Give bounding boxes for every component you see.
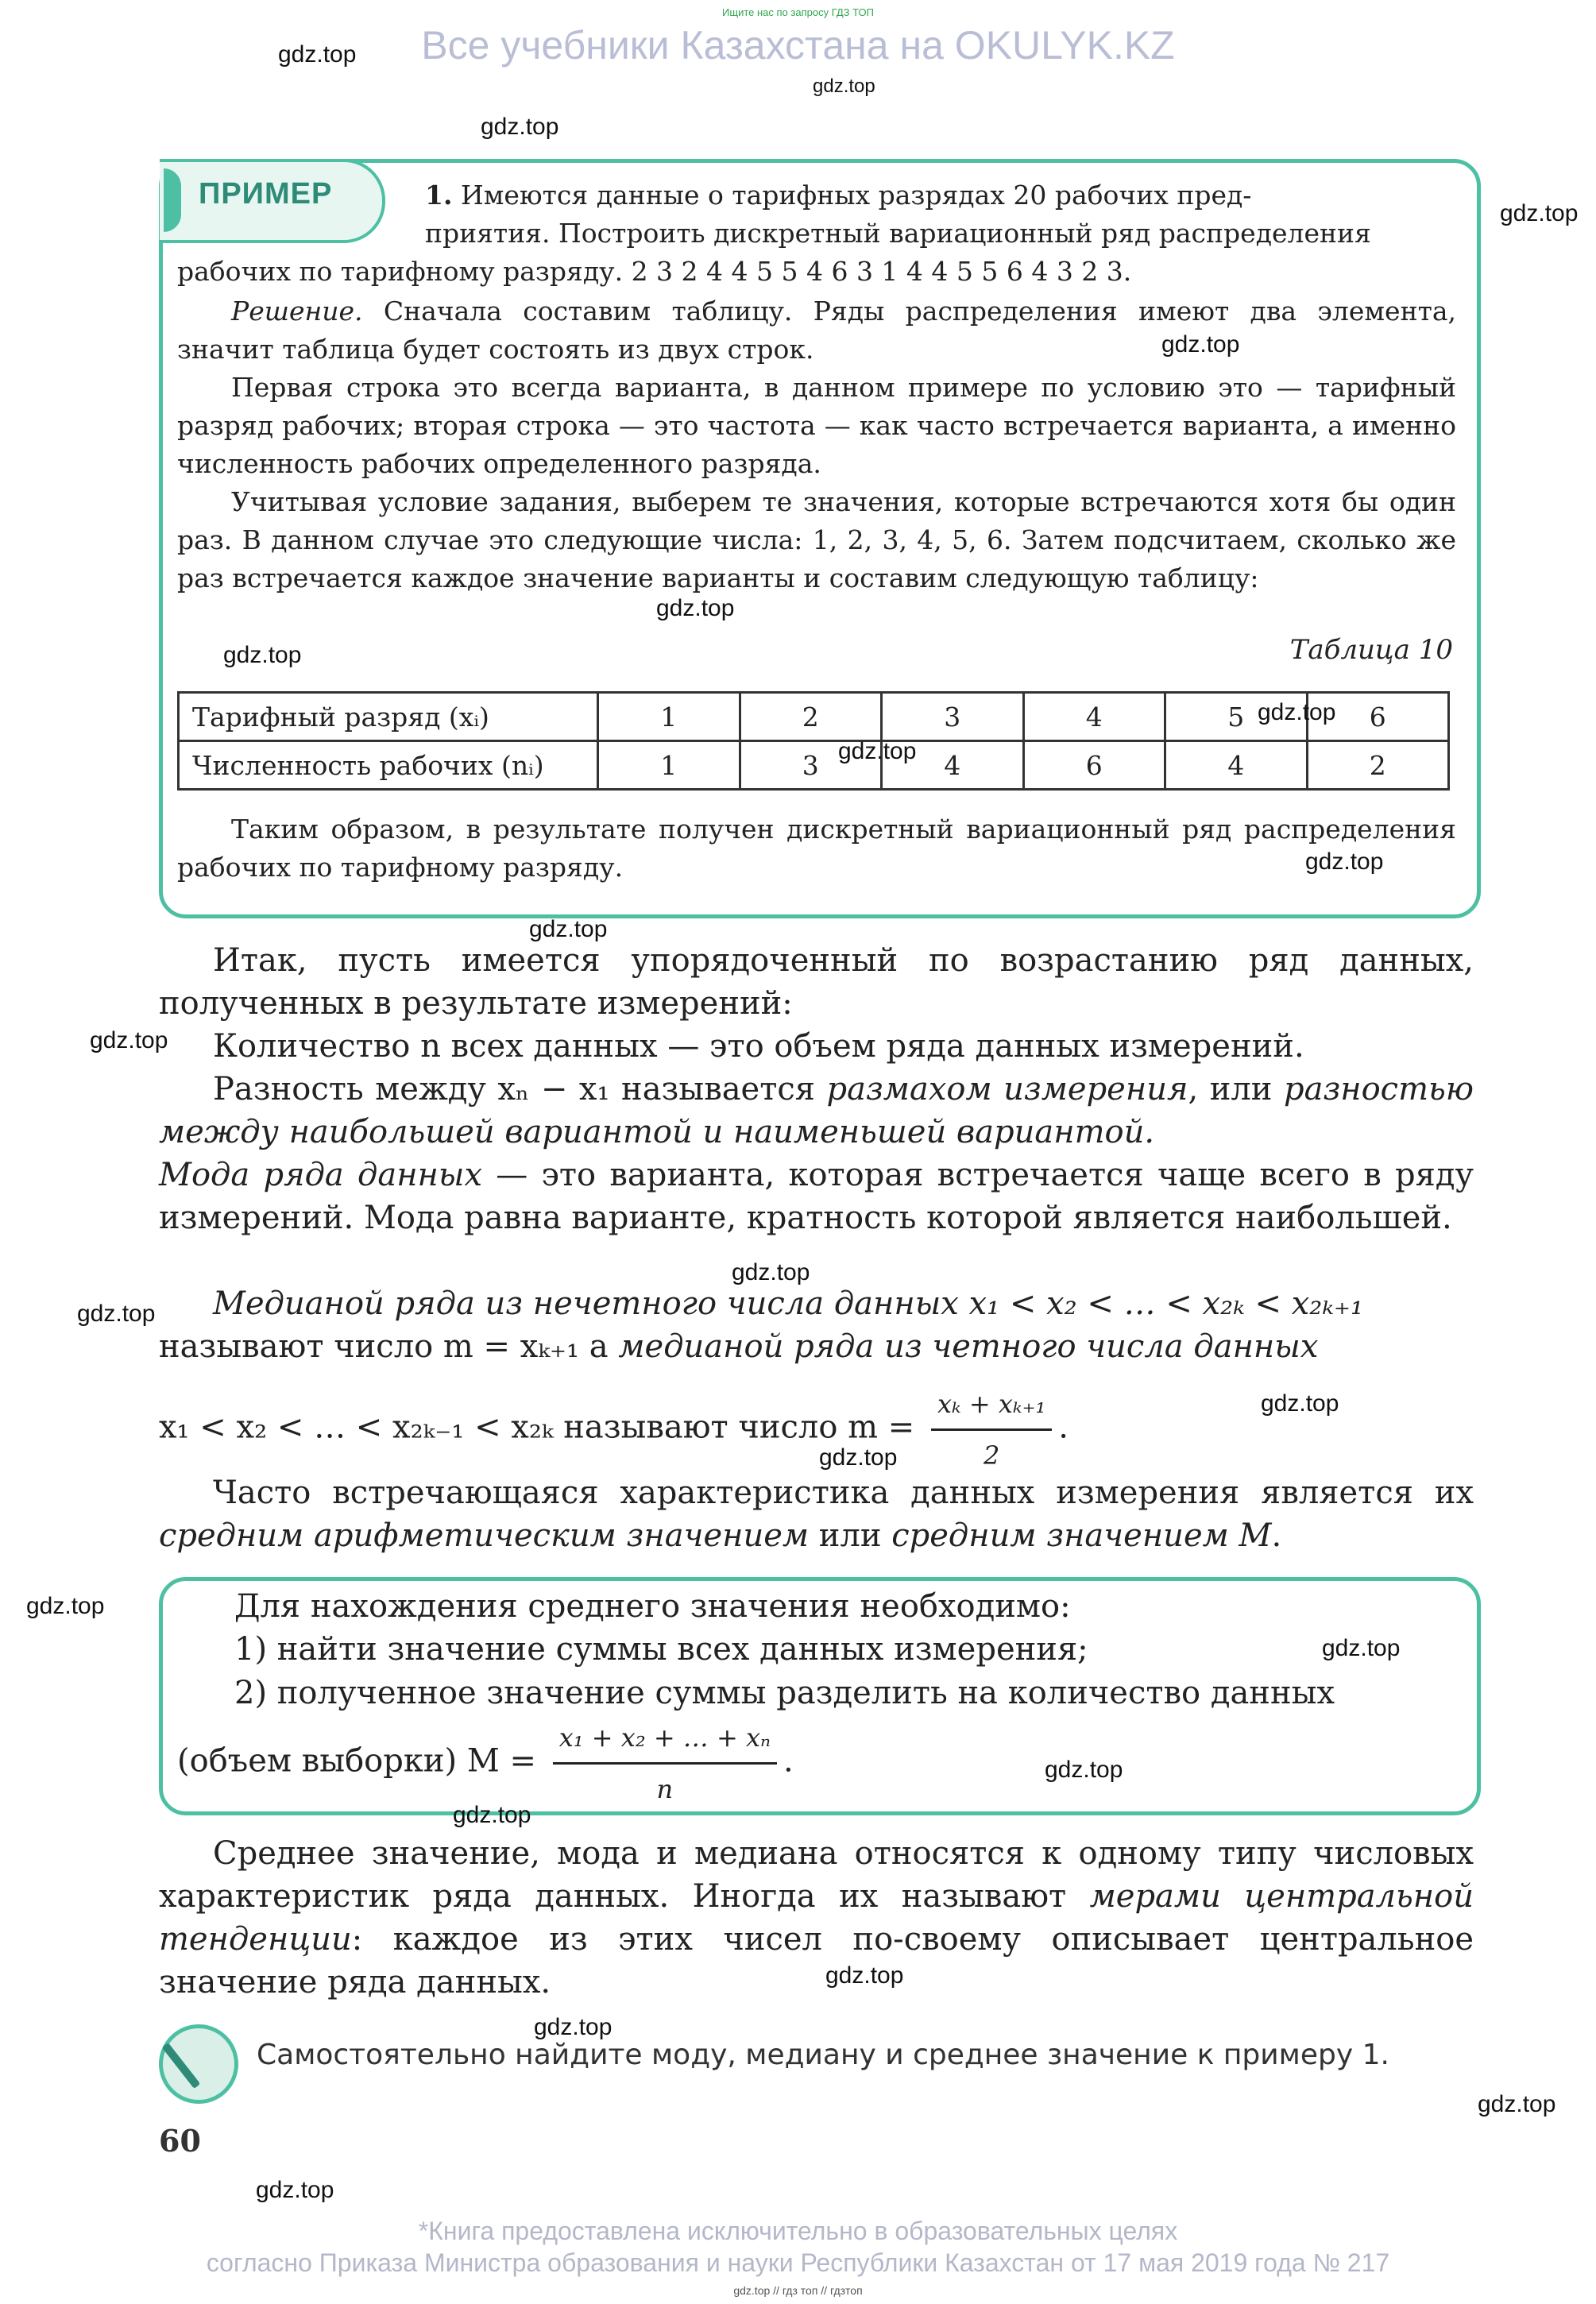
mean-formula-end: . [783,1742,794,1780]
mean-term-1: средним арифметическим значением [159,1517,810,1554]
median-odd-term: Медианой ряда из нечетного числа данных [213,1285,959,1322]
table-cell: 4 [1023,693,1165,741]
watermark: gdz.top [1500,200,1579,226]
example-conclusion [177,810,1456,887]
table-row-label: Тарифный разряд (xᵢ) [179,693,598,741]
example-paragraph-3 [177,483,1456,597]
watermark: gdz.top [1478,2091,1556,2117]
task-line-1: Имеются данные о тарифных разрядах 20 рабочих пред- [460,180,1252,211]
watermark: gdz.top [819,1444,898,1471]
range-term: размахом измерения [826,1071,1188,1108]
mode-definition: — это варианта, которая встречается чаще всего в ряду измерений. Мода равна варианте, кратность которой является наибольшей. [159,1157,1474,1236]
watermark: gdz.top [1045,1757,1123,1783]
table-cell: 4 [1165,741,1308,790]
mean-end: . [1271,1517,1282,1554]
body-paragraph-3 [159,1068,1474,1154]
mean-text-a: Часто встречающаяся характеристика данных измерения является их [213,1475,1474,1511]
median-fraction-numerator: xₖ + xₖ₊₁ [931,1382,1052,1431]
table-cell: 3 [740,741,882,790]
table-cell: 6 [1023,741,1165,790]
example-task-line-2: приятия. Построить дискретный вариационный ряд распределения [425,218,1371,249]
body-paragraph-2 [159,1025,1474,1068]
watermark: gdz.top [1305,849,1384,875]
footer-line-2: согласно Приказа Министра образования и науки Республики Казахстан от 17 мая 2019 года № 217 [206,2248,1390,2277]
watermark: gdz.top [223,642,302,668]
closing-paragraph [159,1832,1474,2004]
range-text-c: , или [1188,1071,1284,1108]
mean-formula-text: (объем выборки) M = [177,1742,547,1780]
median-fraction-denominator: 2 [983,1440,1000,1471]
body-paragraph-1-text: Итак, пусть имеется упорядоченный по возрастанию ряд данных, полученных в результате измерений: [159,942,1474,1022]
example-solution-paragraph [177,292,1456,369]
watermark: gdz.top [534,2014,613,2040]
watermark: gdz.top [77,1301,156,1327]
body-paragraph-2-text: Количество n всех данных — это объем ряда данных измерений. [213,1028,1304,1065]
solution-word: Решение. [231,296,363,327]
body-paragraph-mean [159,1471,1474,1557]
example-paragraph-2 [177,369,1456,483]
watermark: gdz.top [825,1962,904,1989]
watermark: gdz.top [529,916,608,942]
watermark: gdz.top [732,1259,810,1285]
range-definition: разностью между наибольшей вариантой и наименьшей вариантой. [159,1071,1474,1150]
mean-fraction-numerator: x₁ + x₂ + … + xₙ [553,1716,777,1765]
median-end: . [1058,1409,1069,1446]
example-label: ПРИМЕР [199,177,333,211]
median-even-term: медианой ряда из четного числа данных [618,1328,1319,1365]
watermark: gdz.top [1322,1635,1401,1661]
mode-term: Мода ряда данных [159,1157,483,1193]
table-cell: 1 [598,693,740,741]
watermark: gdz.top [1161,331,1240,358]
example-task [425,176,1458,215]
rule-line-3: 2) полученное значение суммы разделить на количество данных [234,1675,1335,1711]
page-number: 60 [159,2123,201,2159]
median-fraction [931,1382,1052,1477]
watermark: gdz.top [1258,699,1336,725]
table-cell: 3 [882,693,1024,741]
body-paragraph-mode [159,1154,1474,1239]
example-paragraph-2-text: Первая строка это всегда варианта, в данном примере по условию это — тарифный разряд рабочих; вторая строка — это частота — как часто встречается варианта, а именно численность рабочих определенного разряда. [177,372,1456,479]
table-row-label: Численность рабочих (nᵢ) [179,741,598,790]
table-cell: 6 [1307,693,1449,741]
rule-line-1: Для нахождения среднего значения необходимо: [234,1588,1071,1625]
watermark: gdz.top [656,595,735,621]
self-task: Самостоятельно найдите моду, медиану и среднее значение к примеру 1. [257,2039,1389,2071]
table-row [179,741,1449,790]
table-cell: 2 [740,693,882,741]
body-paragraph-1 [159,939,1474,1025]
closing-term: мерами центральной тенденции [159,1878,1474,1958]
mean-fraction-denominator: n [656,1774,674,1804]
closing-text-c: : каждое из этих чисел по-своему описывает центральное значение ряда данных. [159,1921,1474,2001]
watermark: gdz.top [26,1593,105,1619]
median-even-text: x₁ < x₂ < … < x₂ₖ₋₁ < x₂ₖ называют число m = [159,1409,925,1446]
watermark: gdz.top [278,41,357,68]
pencil-icon [159,2024,238,2104]
mean-term-2: средним значением M [891,1517,1272,1554]
closing-text-a: Среднее значение, мода и медиана относятся к одному типу числовых характеристик ряда данных. Иногда их называют [159,1835,1474,1915]
table-cell: 1 [598,741,740,790]
table-cell: 4 [882,741,1024,790]
median-odd-formula: называют число m = xₖ₊₁ а [159,1328,619,1365]
watermark: gdz.top [813,75,875,97]
range-text-a: Разность между xₙ − x₁ называется [213,1071,827,1108]
table-cell: 5 [1165,693,1308,741]
watermark: gdz.top [481,114,559,140]
search-hint: Ищите нас по запросу ГДЗ ТОП [722,6,874,18]
task-number: 1. [425,180,453,211]
table-caption: Таблица 10 [1289,634,1453,666]
mean-fraction [553,1716,777,1811]
watermark: gdz.top [453,1802,531,1828]
table-cell: 2 [1307,741,1449,790]
example-tab-stripe [164,168,181,232]
rule-line-2: 1) найти значение суммы всех данных измерения; [234,1631,1088,1668]
watermark: gdz.top [1261,1390,1339,1417]
mean-text-c: или [809,1517,892,1554]
footer-line-3: gdz.top // гдз топ // гдзтоп [733,2284,863,2297]
example-conclusion-text: Таким образом, в результате получен дискретный вариационный ряд распределения рабочих по тарифному разряду. [177,814,1456,883]
rule-line-4 [177,1716,1401,1811]
solution-text: Сначала составим таблицу. Ряды распределения имеют два элемента, значит таблица будет состоять из двух строк. [177,296,1456,365]
example-task-line-3: рабочих по тарифному разряду. 2 3 2 4 4 5 5 4 6 3 1 4 4 5 5 6 4 3 2 3. [177,256,1132,287]
watermark: gdz.top [838,738,917,764]
body-paragraph-median [159,1282,1474,1368]
site-banner[interactable]: Все учебники Казахстана на OKULYK.KZ [421,23,1175,68]
footer-line-1: *Книга предоставлена исключительно в образовательных целях [418,2217,1178,2245]
example-paragraph-3-text: Учитывая условие задания, выберем те значения, которые встречаются хотя бы один раз. В данном случае это следующие числа: 1, 2, 3, 4, 5, 6. Затем подсчитаем, сколько же раз встречается каждое значение варианты и составим следующую таблицу: [177,486,1456,593]
median-odd-sequence: x₁ < x₂ < … < x₂ₖ < x₂ₖ₊₁ [958,1285,1364,1322]
watermark: gdz.top [90,1027,168,1053]
watermark: gdz.top [256,2177,334,2203]
